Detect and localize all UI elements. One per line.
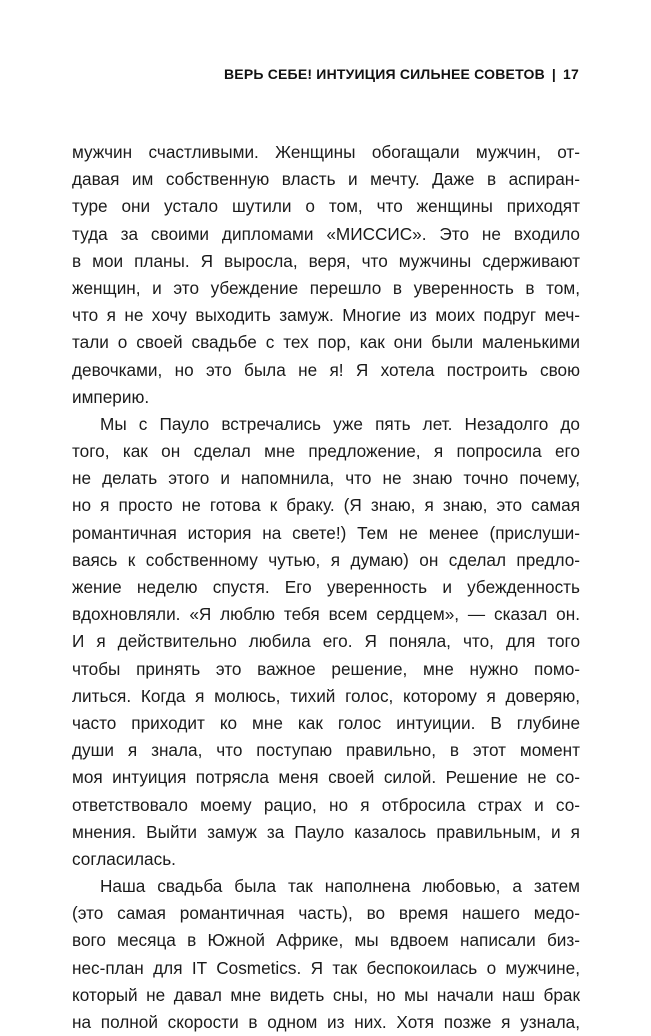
text-line: вого месяца в Южной Африке, мы вдвоем написали биз-	[72, 930, 580, 951]
text-line: который не давал мне видеть сны, но мы начали наш брак	[72, 984, 580, 1005]
header-separator: |	[551, 66, 557, 82]
text-line: (это самая романтичная часть), во время нашего медо-	[72, 903, 580, 924]
text-line: ответствовало моему рацио, но я отбросила страх и со-	[72, 794, 580, 815]
text-line: что я не хочу выходить замуж. Многие из моих подруг меч-	[72, 305, 580, 326]
text-line: согласилась.	[72, 848, 176, 869]
paragraph-3	[72, 873, 580, 1036]
paragraph-2	[72, 411, 580, 873]
text-line: моя интуиция потрясла меня своей силой. Решение не со-	[72, 767, 580, 788]
text-line: женщин, и это убеждение перешло в уверенность в том,	[72, 277, 580, 298]
text-line: жение неделю спустя. Его уверенность и убежденность	[72, 577, 580, 597]
text-line: на полной скорости в одном из них. Хотя позже я узнала,	[72, 1012, 580, 1032]
text-line: Наша свадьба была так наполнена любовью, а затем	[100, 876, 580, 897]
text-line: туда за своими дипломами «МИССИС». Это не входило	[72, 223, 580, 244]
text-line: тали о своей свадьбе с тех пор, как они были маленькими	[72, 332, 580, 353]
running-title: ВЕРЬ СЕБЕ! ИНТУИЦИЯ СИЛЬНЕЕ СОВЕТОВ	[223, 66, 545, 82]
text-line: И я действительно любила его. Я поняла, что, для того	[72, 631, 580, 652]
text-line: души я знала, что поступаю правильно, в этот момент	[72, 740, 580, 761]
text-line: часто приходит ко мне как голос интуиции. В глубине	[72, 712, 580, 733]
text-line: ваясь к собственному чутью, я думаю) он сделал предло-	[72, 549, 580, 570]
running-header	[224, 66, 579, 82]
text-line: вдохновляли. «Я люблю тебя всем сердцем», — сказал он.	[72, 604, 580, 625]
text-line: Мы с Пауло встречались уже пять лет. Незадолго до	[100, 413, 580, 434]
text-line: девочками, но это была не я! Я хотела построить свою	[72, 359, 580, 380]
page-number: 17	[563, 66, 579, 82]
text-line: мужчин счастливыми. Женщины обогащали мужчин, от-	[72, 142, 580, 162]
paragraph-1	[72, 139, 580, 411]
text-line: романтичная история на свете!) Тем не менее (прислуши-	[72, 522, 580, 543]
text-line: туре они устало шутили о том, что женщины приходят	[72, 196, 580, 217]
text-line: империю.	[72, 386, 150, 407]
text-line: не делать этого и напомнила, что не знаю точно почему,	[72, 468, 580, 489]
text-line: литься. Когда я молюсь, тихий голос, которому я доверяю,	[72, 685, 580, 706]
text-line: чтобы принять это важное решение, мне нужно помо-	[72, 658, 580, 679]
text-line: в мои планы. Я выросла, веря, что мужчины сдерживают	[72, 250, 580, 271]
text-line: мнения. Выйти замуж за Пауло казалось правильным, и я	[72, 821, 580, 842]
text-line: того, как он сделал мне предложение, я попросила его	[72, 441, 580, 462]
text-line: но я просто не готова к браку. (Я знаю, я знаю, это самая	[72, 495, 580, 516]
text-line: давая им собственную власть и мечту. Даже в аспиран-	[72, 169, 580, 190]
text-line: нес-план для IT Cosmetics. Я так беспокоилась о мужчине,	[72, 957, 580, 978]
page-text	[72, 139, 580, 1036]
